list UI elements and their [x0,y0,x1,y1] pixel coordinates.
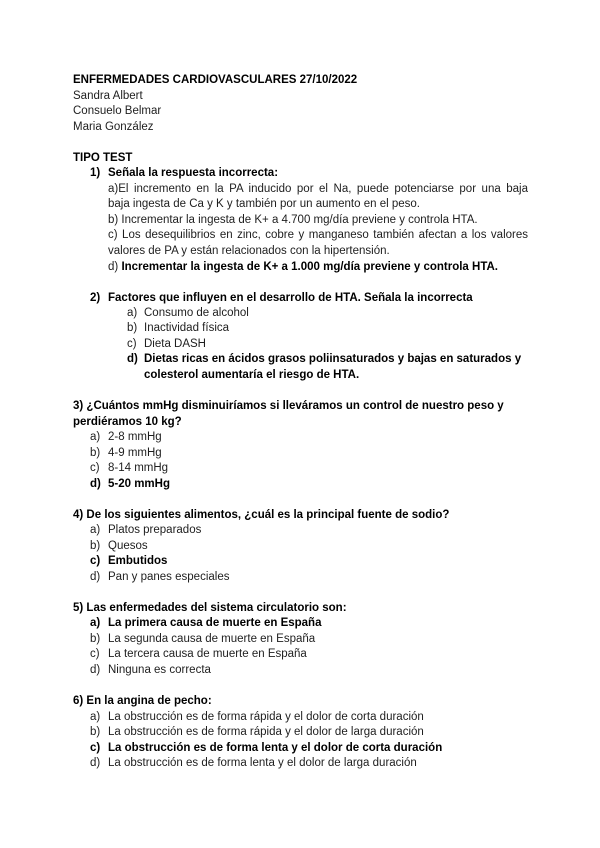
question-2-number: 2) [90,292,101,304]
question-6-option-a: La obstrucción es de forma rápida y el dolor de corta duración [108,711,424,723]
question-3-option-b: 4-9 mmHg [108,447,162,459]
question-2-option-d-letter: d) [127,353,138,365]
question-5-option-d-letter: d) [90,664,101,676]
question-1-option-a: a)El incremento en la PA inducido por el Na, puede potenciarse por una baja [108,183,528,195]
question-6-option-b: La obstrucción es de forma rápida y el dolor de larga duración [108,726,424,738]
question-2-option-c-letter: c) [127,338,137,350]
author-3: Maria González [73,121,154,133]
question-1-option-c-line2: valores de PA y están relacionados con la hipertensión. [108,245,390,257]
question-6-option-a-letter: a) [90,711,101,723]
question-1-option-c: c) Los desequilibrios en zinc, cobre y manganeso también afectan a los valores [108,229,528,241]
question-2-option-a: Consumo de alcohol [144,307,249,319]
question-6-option-c: La obstrucción es de forma lenta y el dolor de corta duración [108,742,443,754]
question-3-text: 3) ¿Cuántos mmHg disminuiríamos si lleváramos un control de nuestro peso y perdiéramos 10 kg? [73,400,504,428]
question-4-option-d-letter: d) [90,571,101,583]
question-1-option-b: b) Incrementar la ingesta de K+ a 4.700 mg/día previene y controla HTA. [108,214,478,226]
question-1-option-a-line2: baja ingesta de Ca y K y también por un aumento en el peso. [108,198,420,210]
document-title: ENFERMEDADES CARDIOVASCULARES 27/10/2022 [73,74,358,86]
question-3-option-d-letter: d) [90,478,101,490]
section-title: TIPO TEST [73,152,133,164]
question-3-option-b-letter: b) [90,447,101,459]
question-6-option-b-letter: b) [90,726,101,738]
question-5-option-b-letter: b) [90,633,101,645]
question-2-option-c: Dieta DASH [144,338,206,350]
question-4-text: 4) De los siguientes alimentos, ¿cuál es la principal fuente de sodio? [73,509,450,521]
author-2: Consuelo Belmar [73,105,162,117]
question-6-text: 6) En la angina de pecho: [73,695,212,707]
question-4-option-a-letter: a) [90,524,101,536]
question-4-option-a: Platos preparados [108,524,202,536]
question-2-option-b: Inactividad física [144,322,230,334]
question-1-option-d: d) Incrementar la ingesta de K+ a 1.000 mg/día previene y controla HTA. [108,261,498,273]
question-5-text: 5) Las enfermedades del sistema circulatorio son: [73,602,347,614]
question-2-option-b-letter: b) [127,322,138,334]
question-2-option-a-letter: a) [127,307,138,319]
question-6-option-d-letter: d) [90,757,101,769]
question-4-option-d: Pan y panes especiales [108,571,230,583]
question-3-option-d: 5-20 mmHg [108,478,170,490]
question-4-option-c-letter: c) [90,555,101,567]
question-3-option-a-letter: a) [90,431,101,443]
question-1-option-d-text: Incrementar la ingesta de K+ a 1.000 mg/día previene y controla HTA. [121,261,498,273]
question-4-option-b-letter: b) [90,540,101,552]
question-5-option-a-letter: a) [90,617,101,629]
question-5-option-b: La segunda causa de muerte en España [108,633,316,645]
question-2-text: Factores que influyen en el desarrollo de HTA. Señala la incorrecta [108,292,473,304]
question-1-number: 1) [90,167,101,179]
question-2-option-d: Dietas ricas en ácidos grasos poliinsaturados y bajas en saturados y colesterol aumentaría el riesgo de HTA. [144,353,522,381]
question-3-option-c-letter: c) [90,462,100,474]
question-6-option-c-letter: c) [90,742,101,754]
question-4-option-b: Quesos [108,540,148,552]
question-6-option-d: La obstrucción es de forma lenta y el dolor de larga duración [108,757,417,769]
question-5-option-c: La tercera causa de muerte en España [108,648,307,660]
question-5-option-a: La primera causa de muerte en España [108,617,322,629]
question-3-option-c: 8-14 mmHg [108,462,169,474]
question-4-option-c: Embutidos [108,555,168,567]
author-1: Sandra Albert [73,90,143,102]
question-5-option-d: Ninguna es correcta [108,664,211,676]
question-1-text: Señala la respuesta incorrecta: [108,167,279,179]
question-3-option-a: 2-8 mmHg [108,431,162,443]
question-5-option-c-letter: c) [90,648,100,660]
